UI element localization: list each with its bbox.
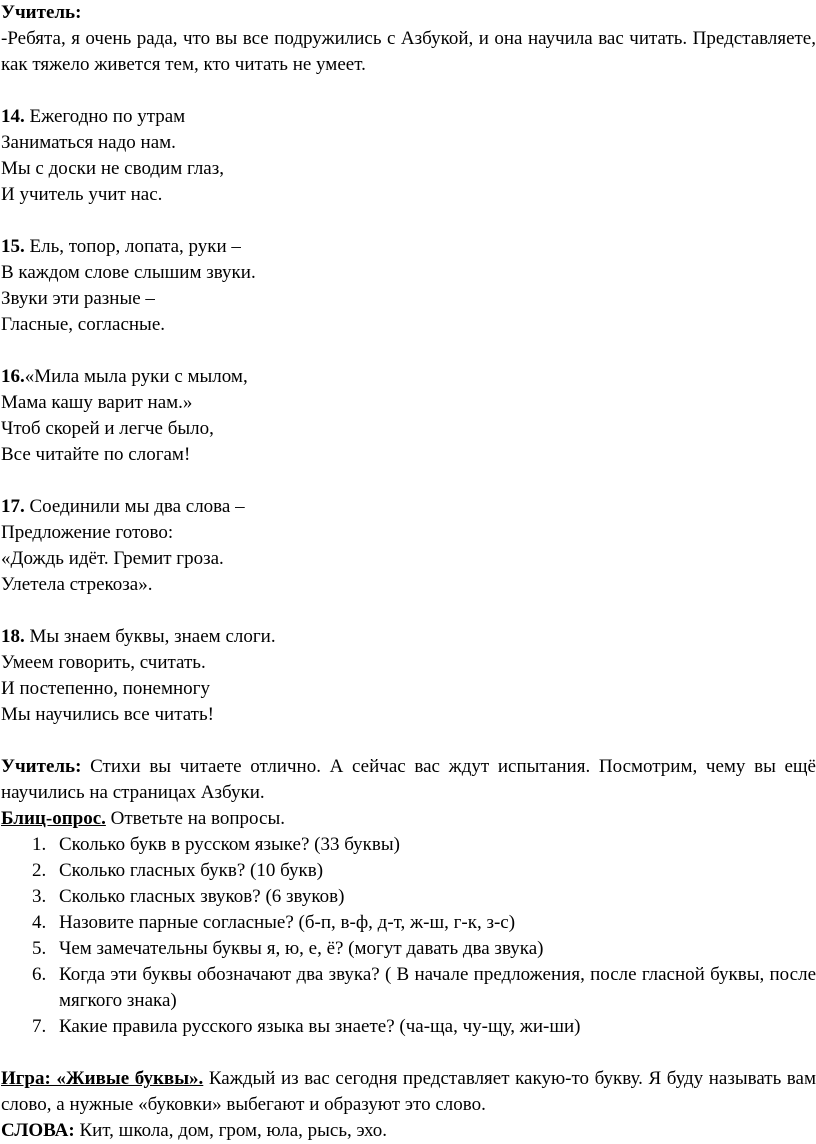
stanza-number: 15.	[1, 236, 25, 257]
stanza-line: Гласные, согласные.	[1, 314, 165, 335]
stanza-line: В каждом слове слышим звуки.	[1, 262, 256, 283]
stanza-line: «Мила мыла руки с мылом,	[24, 366, 248, 387]
quiz-item	[32, 858, 816, 884]
quiz-item	[32, 962, 816, 1014]
stanza-line: Заниматься надо нам.	[1, 132, 176, 153]
quiz-item-number: 6.	[32, 964, 47, 985]
stanza-number: 18.	[1, 626, 25, 647]
stanza-number: 17.	[1, 496, 25, 517]
words-text: Кит, школа, дом, гром, юла, рысь, эхо.	[79, 1120, 387, 1141]
stanza-17	[1, 494, 816, 598]
quiz-item-text: Сколько букв в русском языке? (33 буквы)	[59, 834, 400, 855]
stanza-line: Улетела стрекоза».	[1, 574, 153, 595]
blitz-instruction: Ответьте на вопросы.	[110, 808, 285, 829]
stanza-line: Чтоб скорей и легче было,	[1, 418, 214, 439]
spacer	[1, 728, 816, 754]
spacer	[1, 78, 816, 104]
quiz-item-number: 1.	[32, 834, 47, 855]
spacer	[1, 1040, 816, 1066]
quiz-item	[32, 884, 816, 910]
teacher-speaker: Учитель:	[1, 756, 82, 777]
quiz-list	[1, 832, 816, 1040]
stanza-number: 16.	[1, 366, 25, 387]
words-label: СЛОВА:	[1, 1120, 75, 1141]
blitz-heading	[1, 806, 816, 832]
spacer	[1, 468, 816, 494]
stanza-15	[1, 234, 816, 338]
spacer	[1, 598, 816, 624]
spacer	[1, 338, 816, 364]
quiz-item-number: 4.	[32, 912, 47, 933]
blitz-title: Блиц-опрос.	[1, 808, 106, 829]
intro-speaker: Учитель:	[1, 2, 82, 23]
quiz-item-text: Чем замечательны буквы я, ю, е, ё? (могут давать два звука)	[59, 938, 544, 959]
stanza-line: Мы с доски не сводим глаз,	[1, 158, 224, 179]
stanza-18	[1, 624, 816, 728]
quiz-item-number: 5.	[32, 938, 47, 959]
quiz-item	[32, 1014, 816, 1040]
stanza-line: Умеем говорить, считать.	[1, 652, 206, 673]
game-paragraph	[1, 1066, 816, 1118]
quiz-item-number: 2.	[32, 860, 47, 881]
game-text: Каждый из вас сегодня представляет какую-то букву. Я буду называть вам слово, а нужные «буковки» выбегают и образуют это слово.	[1, 1068, 816, 1115]
stanza-line: Все читайте по слогам!	[1, 444, 191, 465]
stanza-line: Ежегодно по утрам	[29, 106, 186, 127]
game-title: Игра: «Живые буквы».	[1, 1068, 204, 1089]
quiz-item-number: 3.	[32, 886, 47, 907]
stanza-line: Ель, топор, лопата, руки –	[29, 236, 241, 257]
quiz-item-text: Назовите парные согласные? (б-п, в-ф, д-т, ж-ш, г-к, з-с)	[59, 912, 516, 933]
spacer	[1, 208, 816, 234]
words-paragraph	[1, 1118, 816, 1144]
stanza-line: И учитель учит нас.	[1, 184, 163, 205]
stanza-line: Звуки эти разные –	[1, 288, 155, 309]
quiz-item	[32, 910, 816, 936]
stanza-line: Мама кашу варит нам.»	[1, 392, 193, 413]
teacher-remark	[1, 754, 816, 806]
quiz-item-text: Сколько гласных звуков? (6 звуков)	[59, 886, 345, 907]
quiz-item	[32, 832, 816, 858]
stanza-line: Мы знаем буквы, знаем слоги.	[29, 626, 276, 647]
stanza-14	[1, 104, 816, 208]
stanza-line: «Дождь идёт. Гремит гроза.	[1, 548, 224, 569]
stanza-line: Соединили мы два слова –	[29, 496, 245, 517]
stanza-16	[1, 364, 816, 468]
intro-text: -Ребята, я очень рада, что вы все подружились с Азбукой, и она научила вас читать. Представляете, как тяжело живется тем, кто читать не умеет.	[1, 28, 816, 75]
quiz-item-number: 7.	[32, 1016, 47, 1037]
teacher-remark-text: Стихи вы читаете отлично. А сейчас вас ждут испытания. Посмотрим, чему вы ещё научились на страницах Азбуки.	[1, 756, 816, 803]
stanza-line: Предложение готово:	[1, 522, 174, 543]
stanza-line: И постепенно, понемногу	[1, 678, 210, 699]
quiz-item	[32, 936, 816, 962]
quiz-item-text: Какие правила русского языка вы знаете? (ча-ща, чу-щу, жи-ши)	[59, 1016, 581, 1037]
quiz-item-text: Сколько гласных букв? (10 букв)	[59, 860, 324, 881]
quiz-item-text: Когда эти буквы обозначают два звука? ( В начале предложения, после гласной буквы, после мягкого знака)	[59, 964, 816, 1011]
stanza-line: Мы научились все читать!	[1, 704, 214, 725]
stanza-number: 14.	[1, 106, 25, 127]
